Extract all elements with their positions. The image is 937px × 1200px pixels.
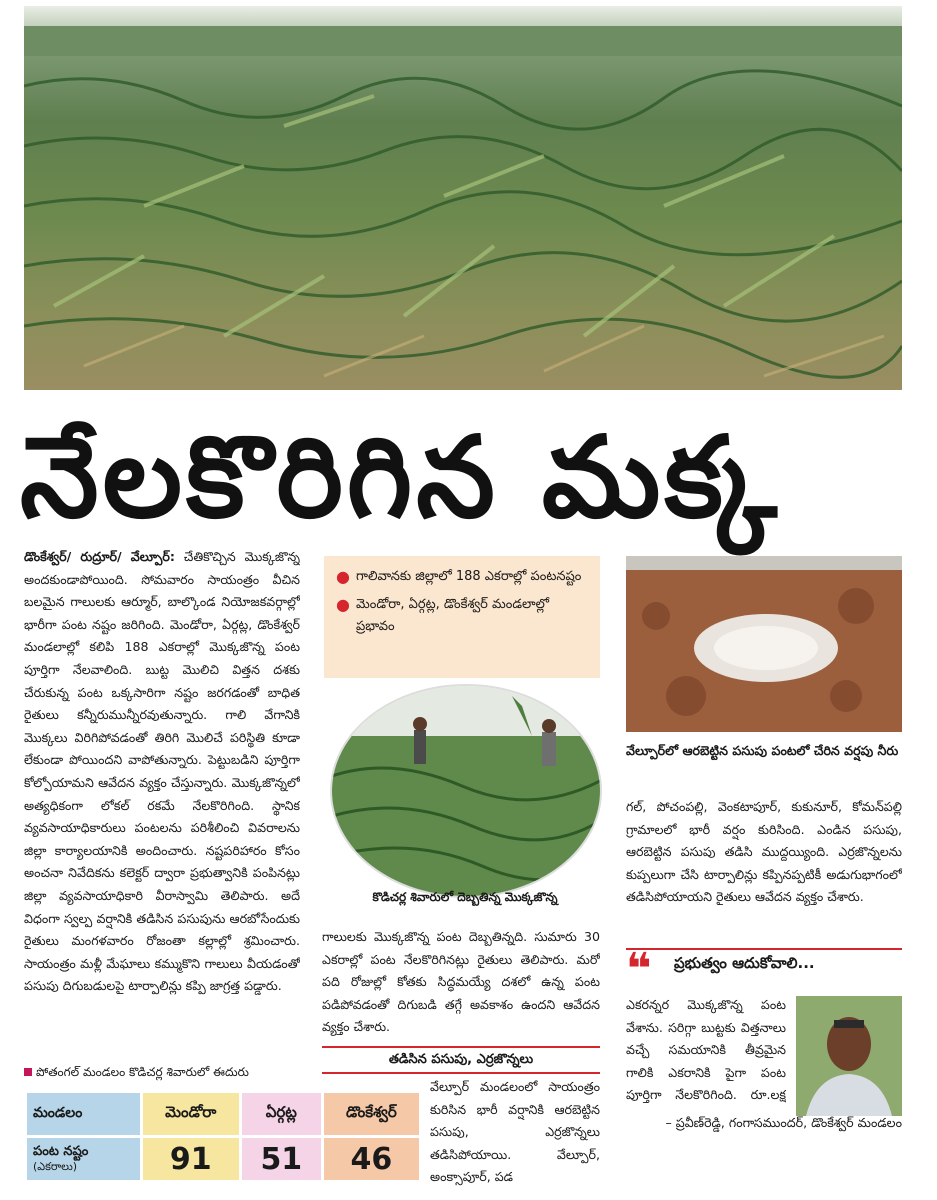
left-photo-caption-text: పోతంగల్ మండలం కొడిచర్ల శివారులో ఈదురు [36,1065,249,1079]
table-row [27,1138,419,1180]
caption-bullet [24,1068,32,1076]
farmer-portrait [796,996,902,1116]
right-article-body: గల్, పోచంపల్లి, వెంకటాపూర్, కుకునూర్, కోమన్‌పల్లి గ్రామాలలో భారీ వర్షం కురిసింది. ఎండిన పసుపు, ఆరబెట్టిన పసుపు తడిసి ముద్దయ్యింది. ఎర్రజొన్నలను కుప్పలుగా చేసి టార్పాలిన్లు కప్పినప్పటికీ అడుగుభాగంలో తడిసిపోయాయని రైతులు ఆవేదన వ్యక్తం చేశారు. [626,799,902,905]
callout-point-text: గాలివానకు జిల్లాలో 188 ఎకరాల్లో పంటనష్టం [355,569,582,584]
left-article-column [24,546,300,1062]
table-row-label [27,1138,140,1180]
table-header-cell: ఏర్గట్ల [242,1093,321,1135]
quote-attribution-text: – ప్రవీణ్‌రెడ్డి, గంగాసముందర్, డొంకేశ్వర్ మండలం [665,1115,902,1130]
table-cell: 51 [242,1138,321,1180]
row-label-text: పంట నష్టం [33,1144,89,1159]
damaged-field-illustration [332,686,600,896]
row-unit-text: (ఎకరాలు) [33,1160,78,1173]
turmeric-illustration [626,556,902,732]
callout-point [336,566,588,588]
quote-icon: ❝ [626,944,652,995]
left-article-body: చేతికొచ్చిన మొక్కజొన్న అందకుండాపోయింది. సోమవారం సాయంత్రం వీచిన బలమైన గాలులకు ఆర్మూర్, బాల్కొండ నియోజకవర్గాల్లో భారీగా పంట నష్టం జరిగింది. మెండోరా, ఏర్గట్ల, డొంకేశ్వర్ మండలాల్లో కలిపి 188 ఎకరాల్లో మొక్కజొన్న పంట పూర్తిగా నేలవాలింది. బుట్ట మొలిచి విత్తన దశకు చేరుకున్న పంట ఒక్కసారిగా నష్టం జరగడంతో బాధిత రైతులు కన్నీరుమున్నీరవుతున్నారు. గాలి వేగానికి మొక్కలు విరిగిపోవడంతో తిరిగి మొలిచే పరిస్థితి కూడా లేకుండా పోయిందని వాపోతున్నారు. పెట్టుబడిని పూర్తిగా కోల్పోయామని ఆవేదన వ్యక్తం చేస్తున్నారు. మొక్కజొన్నలో అత్యధికంగా లోకల్ రకమే నేలకొరిగింది. స్థానిక వ్యవసాయాధికారులు పంటలను పరిశీలించి వివరాలను జిల్లా కార్యాలయానికి అందించారు. నష్టపరిహారం కోసం అంచనా నివేదికను కలెక్టర్ ద్వారా ప్రభుత్వానికి పంపినట్లు జిల్లా వ్యవసాయాధికారి వీరాస్వామి తెలిపారు. అదే విధంగా స్వల్ప వర్షానికి తడిసిన పసుపును ఆరబోసేందుకు రైతులు మంగళవారం రోజంతా కల్లాల్లో శ్రమించారు. సాయంత్రం మళ్లీ మేఘాలు కమ్ముకొని గాలులు వీయడంతో పసుపు దిగుబడులపై టార్పాలిన్లు కప్పి జాగ్రత్త పడ్డారు. [24,549,300,994]
portrait-illustration [796,996,902,1116]
maize-field-illustration [24,6,902,390]
left-photo-caption [24,1064,314,1080]
callout-point-text: మెండోరా, ఏర్గట్ల, డొంకేశ్వర్ మండలాల్లో ప్రభావం [355,597,549,634]
table-header-row [27,1093,419,1135]
table-header-cell: డొంకేశ్వర్ [324,1093,419,1135]
table-cell: 91 [143,1138,239,1180]
highlights-callout [324,556,600,678]
callout-point [336,594,588,638]
subheading-article-body: వేల్పూర్ మండలంలో సాయంత్రం కురిసిన భారీ వర్షానికి ఆరబెట్టిన పసుపు, ఎర్రజొన్నలు తడిసిపోయాయి. వేల్పూర్, అంక్సాపూర్, పడ [430,1079,600,1185]
table-cell: 46 [324,1138,419,1180]
quote-body: ఎకరన్నర మొక్కజొన్న పంట వేశాను. సరిగ్గా బుట్టకు విత్తనాలు వచ్చే సమయానికి తీవ్రమైన గాలికి ఎకరానికి పైగా పంట పూర్తిగా నేలకొరిగింది. రూ.లక్ష [626,997,786,1103]
right-photo-caption: వేల్పూర్‌లో ఆరబెట్టిన పసుపు పంటలో చేరిన వర్షపు నీరు [626,743,899,758]
turmeric-photo [626,556,902,732]
dateline: డొంకేశ్వర్/ రుద్రూర్/ వేల్పూర్: [24,549,175,564]
bullet-icon: ● [336,567,350,586]
table-header-cell: మెండోరా [143,1093,239,1135]
subheading: తడిసిన పసుపు, ఎర్రజొన్నలు [322,1046,600,1074]
crop-loss-table [24,1090,422,1183]
middle-photo-caption: కొడిచర్ల శివారులో దెబ్బతిన్న మొక్కజొన్న [372,890,558,904]
table-header-cell: మండలం [27,1093,140,1135]
damaged-field-photo [330,684,602,898]
headline: నేలకొరిగిన మక్క [20,413,781,543]
middle-article-body: గాలులకు మొక్కజొన్న పంట దెబ్బతిన్నది. సుమారు 30 ఎకరాల్లో పంట నేలకొరిగినట్లు రైతులు తెలిపారు. మరో పది రోజుల్లో కోతకు సిద్ధమయ్యే దశలో ఉన్న పంట పడిపోవడంతో దిగుబడి తగ్గే అవకాశం ఉందని ఆవేదన వ్యక్తం చేశారు. [322,929,600,1035]
quote-heading-bar [626,944,902,995]
bullet-icon: ● [336,595,350,614]
quote-heading: ప్రభుత్వం ఆదుకోవాలి... [674,954,815,972]
maize-field-photo [24,6,902,390]
quote-attribution [626,1112,902,1198]
